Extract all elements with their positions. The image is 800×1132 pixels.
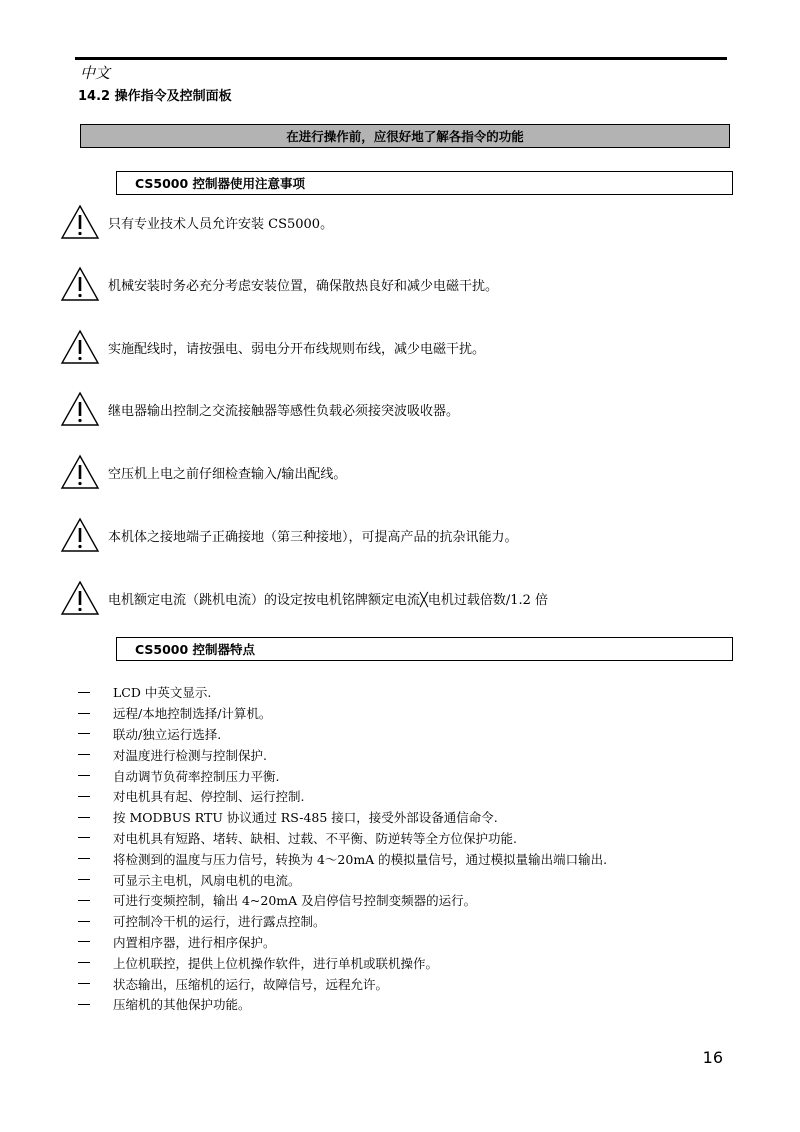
feature-text: 将检测到的温度与压力信号，转换为 4～20mA 的模拟量信号，通过模拟量输出端口输出. [113,851,608,867]
warning-triangle-icon [60,580,100,616]
feature-item [70,828,760,849]
dash-bullet-icon [78,941,90,942]
dash-bullet-icon [78,858,90,859]
feature-item [70,890,760,911]
feature-item [70,911,760,932]
precaution-text: 继电器输出控制之交流接触器等感性负载必须接突波吸收器。 [108,403,460,419]
dash-bullet-icon [78,775,90,776]
precaution-text: 机械安装时务必充分考虑安装位置，确保散热良好和减少电磁干扰。 [108,278,499,294]
feature-item [70,703,760,724]
feature-item [70,994,760,1015]
dash-bullet-icon [78,692,90,693]
warning-triangle-icon [60,517,100,553]
dash-bullet-icon [78,921,90,922]
dash-bullet-icon [78,900,90,901]
features-heading: CS5000 控制器特点 [116,637,733,661]
feature-item [70,744,760,765]
feature-text: 对温度进行检测与控制保护. [113,747,267,763]
feature-text: 上位机联控，提供上位机操作软件，进行单机或联机操作。 [113,955,439,971]
feature-text: 对电机具有起、停控制、运行控制. [113,789,305,805]
precaution-text: 只有专业技术人员允许安装 CS5000。 [108,216,334,232]
features-list [70,682,760,1015]
feature-text: 可显示主电机，风扇电机的电流。 [113,872,301,888]
precaution-item [60,328,720,366]
feature-text: 可进行变频控制，输出 4~20mA 及启停信号控制变频器的运行。 [113,893,477,909]
precaution-item [60,579,720,617]
dash-bullet-icon [78,733,90,734]
feature-text: 压缩机的其他保护功能。 [113,997,251,1013]
section-title: 14.2 操作指令及控制面板 [78,89,232,104]
dash-bullet-icon [78,879,90,880]
precautions-heading: CS5000 控制器使用注意事项 [116,171,733,195]
precaution-item [60,453,720,491]
dash-bullet-icon [78,796,90,797]
page-number: 16 [702,1048,723,1067]
feature-text: 远程/本地控制选择/计算机。 [113,706,272,722]
feature-text: 自动调节负荷率控制压力平衡. [113,768,280,784]
precaution-item [60,203,720,241]
feature-text: 可控制冷干机的运行，进行露点控制。 [113,914,326,930]
dash-bullet-icon [78,983,90,984]
dash-bullet-icon [78,837,90,838]
warning-triangle-icon [60,329,100,365]
header-rule [75,57,727,60]
feature-item [70,869,760,890]
language-label: 中文 [80,64,111,82]
precaution-text: 实施配线时，请按强电、弱电分开布线规则布线，减少电磁干扰。 [108,341,486,357]
feature-item [70,765,760,786]
dash-bullet-icon [78,754,90,755]
warning-triangle-icon [60,204,100,240]
feature-item [70,682,760,703]
feature-item [70,952,760,973]
warning-triangle-icon [60,391,100,427]
feature-item [70,807,760,828]
precaution-item [60,516,720,554]
precaution-item [60,265,720,303]
precaution-text: 空压机上电之前仔细检查输入/输出配线。 [108,466,347,482]
feature-item [70,724,760,745]
dash-bullet-icon [78,713,90,714]
precaution-text: 电机额定电流（跳机电流）的设定按电机铭牌额定电流╳电机过载倍数/1.2 倍 [108,592,549,608]
feature-item [70,848,760,869]
feature-text: 状态输出，压缩机的运行，故障信号，远程允许。 [113,976,389,992]
precaution-item [60,390,720,428]
dash-bullet-icon [78,1004,90,1005]
dash-bullet-icon [78,962,90,963]
feature-text: LCD 中英文显示. [113,685,212,701]
warning-triangle-icon [60,454,100,490]
feature-text: 对电机具有短路、堵转、缺相、过载、不平衡、防逆转等全方位保护功能. [113,830,517,846]
precaution-text: 本机体之接地端子正确接地（第三种接地），可提高产品的抗杂讯能力。 [108,529,518,545]
operation-banner: 在进行操作前，应很好地了解各指令的功能 [80,124,730,148]
warning-triangle-icon [60,266,100,302]
feature-text: 内置相序器，进行相序保护。 [113,934,276,950]
feature-item [70,786,760,807]
feature-item [70,932,760,953]
feature-item [70,973,760,994]
feature-text: 联动/独立运行选择. [113,726,222,742]
feature-text: 按 MODBUS RTU 协议通过 RS-485 接口，接受外部设备通信命令. [113,810,498,826]
dash-bullet-icon [78,817,90,818]
